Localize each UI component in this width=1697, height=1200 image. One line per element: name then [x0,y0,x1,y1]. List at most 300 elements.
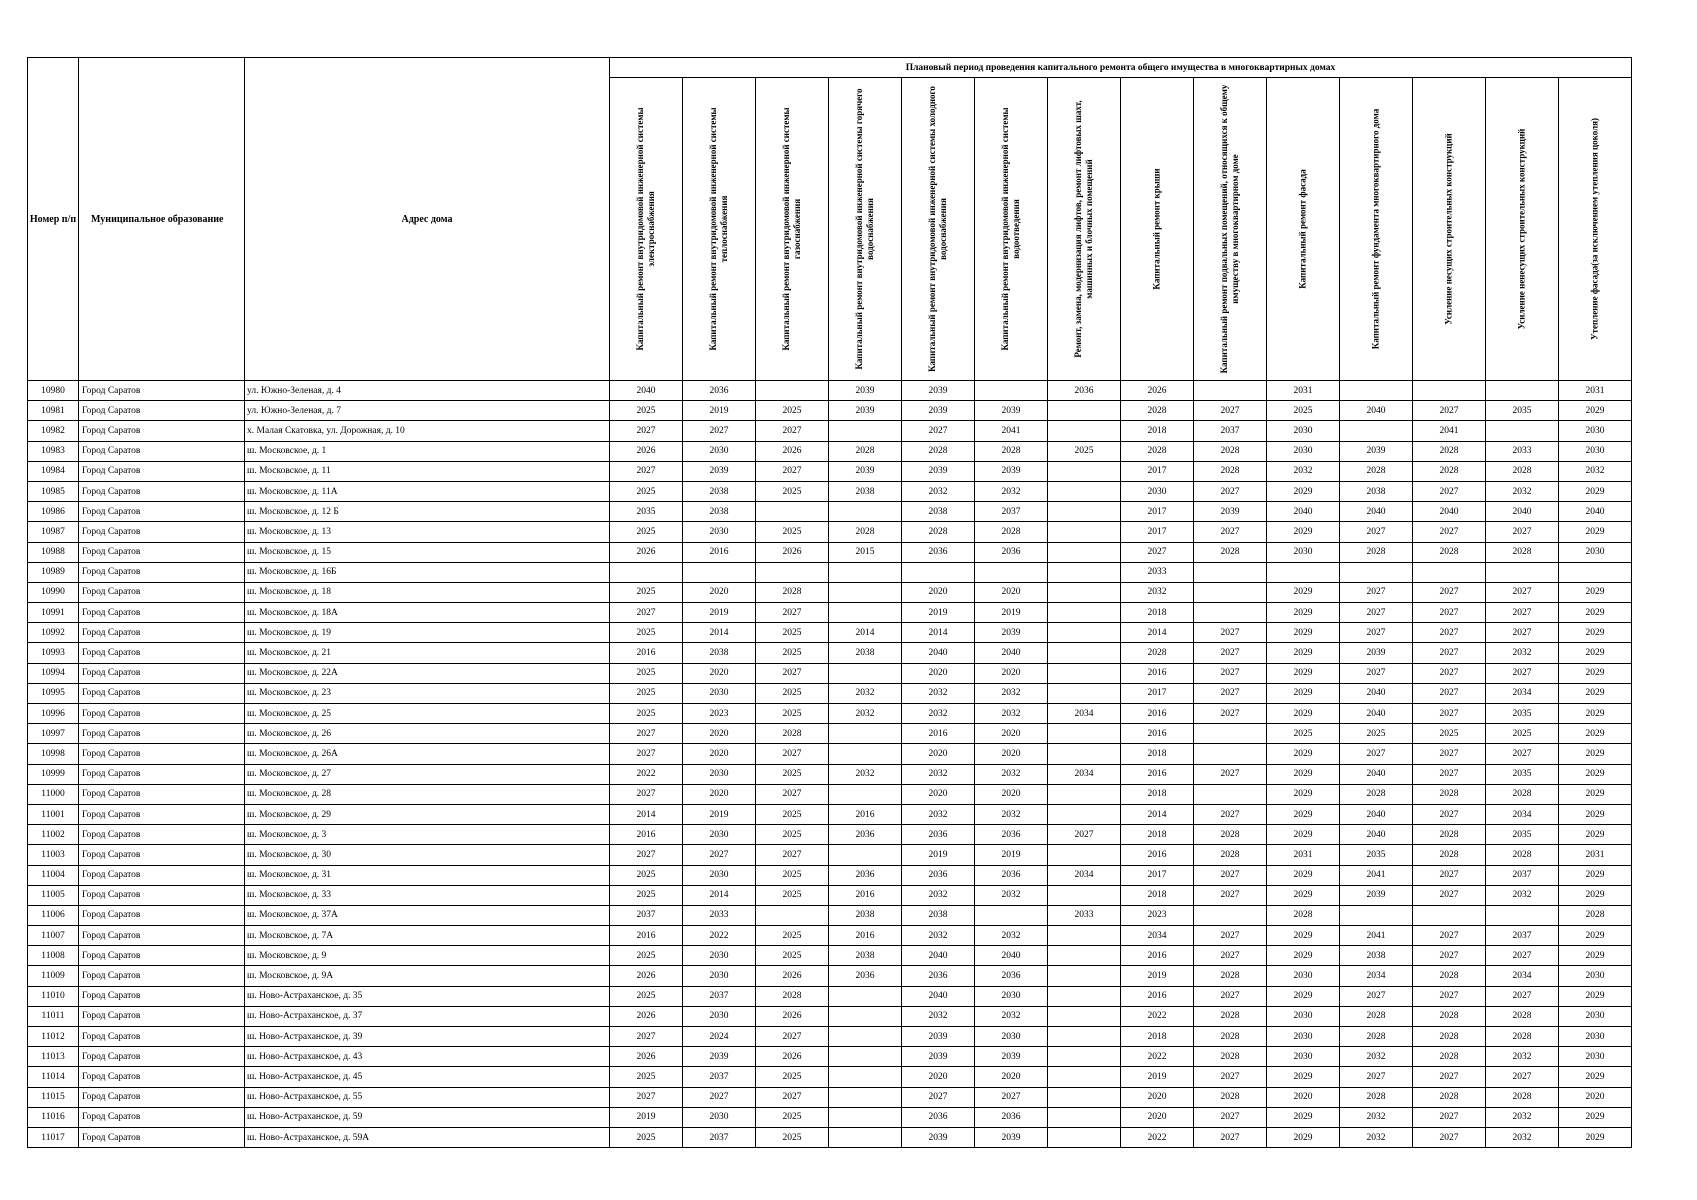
row-year-cell: 2030 [1559,1027,1632,1047]
row-year-cell: 2041 [975,421,1048,441]
row-year-cell: 2027 [1486,623,1559,643]
row-number: 10986 [28,502,79,522]
row-year-cell: 2019 [975,603,1048,623]
table-row [28,946,1632,966]
row-year-cell: 2040 [1340,704,1413,724]
row-year-cell: 2019 [683,804,756,824]
row-year-cell: 2037 [1486,865,1559,885]
row-year-cell: 2025 [756,1067,829,1087]
row-year-cell: 2040 [1340,502,1413,522]
row-year-cell: 2019 [683,603,756,623]
row-year-cell: 2026 [610,1047,683,1067]
header-work-4 [829,78,902,381]
row-year-cell: 2038 [683,643,756,663]
row-year-cell: 2028 [1194,1027,1267,1047]
row-year-cell: 2034 [1048,704,1121,724]
row-year-cell: 2027 [756,1027,829,1047]
row-year-cell: 2017 [1121,683,1194,703]
row-year-cell: 2014 [1121,623,1194,643]
row-year-cell: 2018 [1121,744,1194,764]
row-year-cell: 2040 [610,381,683,401]
row-year-cell [1048,986,1121,1006]
row-address: ш. Ново-Астраханское, д. 39 [245,1027,610,1047]
row-address: ш. Московское, д. 30 [245,845,610,865]
row-year-cell: 2014 [683,623,756,643]
row-year-cell: 2035 [1340,845,1413,865]
header-work-label: Капитальный ремонт фундамента многоквартирного дома [1370,108,1381,350]
row-year-cell: 2018 [1121,885,1194,905]
row-year-cell: 2032 [902,764,975,784]
row-year-cell: 2034 [1048,764,1121,784]
row-year-cell [829,562,902,582]
row-year-cell: 2025 [756,481,829,501]
row-number: 11016 [28,1107,79,1127]
row-municipality: Город Саратов [79,704,245,724]
table-row [28,562,1632,582]
row-year-cell: 2027 [1194,865,1267,885]
row-year-cell: 2036 [902,966,975,986]
row-year-cell: 2020 [975,663,1048,683]
row-year-cell: 2027 [1194,1107,1267,1127]
row-year-cell: 2025 [756,764,829,784]
row-year-cell: 2030 [1267,1027,1340,1047]
row-number: 11017 [28,1127,79,1147]
row-year-cell [829,1067,902,1087]
row-municipality: Город Саратов [79,381,245,401]
row-year-cell: 2032 [902,804,975,824]
row-year-cell: 2025 [1486,724,1559,744]
row-year-cell: 2027 [1194,926,1267,946]
row-year-cell: 2038 [829,946,902,966]
row-year-cell: 2028 [756,986,829,1006]
row-year-cell: 2040 [975,946,1048,966]
row-year-cell: 2029 [1559,986,1632,1006]
row-year-cell: 2027 [1194,1127,1267,1147]
row-year-cell: 2034 [1486,683,1559,703]
row-year-cell: 2028 [1194,441,1267,461]
row-year-cell [829,1006,902,1026]
row-year-cell: 2030 [1559,542,1632,562]
row-year-cell: 2025 [1267,401,1340,421]
row-number: 10981 [28,401,79,421]
row-year-cell: 2036 [975,1107,1048,1127]
row-year-cell: 2039 [975,461,1048,481]
row-year-cell [1048,542,1121,562]
row-municipality: Город Саратов [79,582,245,602]
row-year-cell: 2040 [1559,502,1632,522]
row-year-cell: 2016 [1121,724,1194,744]
row-year-cell: 2026 [610,542,683,562]
row-number: 11015 [28,1087,79,1107]
row-year-cell: 2025 [610,522,683,542]
table-row [28,461,1632,481]
row-year-cell: 2028 [1194,1087,1267,1107]
row-municipality: Город Саратов [79,865,245,885]
row-year-cell [1048,1047,1121,1067]
row-year-cell: 2028 [1413,1027,1486,1047]
row-number: 11007 [28,926,79,946]
row-number: 11009 [28,966,79,986]
row-year-cell: 2030 [975,1027,1048,1047]
row-year-cell: 2038 [902,502,975,522]
row-year-cell: 2038 [683,481,756,501]
row-year-cell [1048,946,1121,966]
row-year-cell: 2027 [1486,663,1559,683]
header-work-2 [683,78,756,381]
table-row [28,522,1632,542]
row-year-cell: 2016 [1121,986,1194,1006]
row-year-cell: 2032 [1340,1107,1413,1127]
row-municipality: Город Саратов [79,966,245,986]
row-year-cell: 2020 [975,582,1048,602]
row-year-cell: 2037 [1194,421,1267,441]
table-row [28,1087,1632,1107]
row-year-cell: 2022 [1121,1047,1194,1067]
row-year-cell: 2020 [1121,1087,1194,1107]
row-number: 11001 [28,804,79,824]
row-year-cell: 2014 [829,623,902,643]
table-body [28,381,1632,1148]
header-number: Номер п/п [28,58,79,381]
table-row [28,926,1632,946]
row-year-cell: 2029 [1559,704,1632,724]
row-year-cell: 2026 [610,1006,683,1026]
row-year-cell: 2032 [902,1006,975,1026]
row-year-cell: 2027 [610,603,683,623]
header-work-label: Капитальный ремонт внутридомовой инженерной системы теплоснабжения [708,107,729,351]
table-row [28,663,1632,683]
row-year-cell: 2028 [1340,784,1413,804]
header-work-label: Капитальный ремонт фасада [1297,169,1308,289]
row-year-cell: 2036 [902,1107,975,1127]
row-year-cell: 2027 [1194,481,1267,501]
row-year-cell: 2027 [1340,986,1413,1006]
row-year-cell: 2039 [829,381,902,401]
table-row [28,845,1632,865]
row-number: 10987 [28,522,79,542]
row-year-cell: 2038 [829,643,902,663]
row-year-cell: 2029 [1267,885,1340,905]
row-year-cell [1413,905,1486,925]
row-year-cell: 2020 [902,1067,975,1087]
row-year-cell: 2020 [683,582,756,602]
row-year-cell: 2027 [1413,582,1486,602]
row-year-cell: 2027 [1340,663,1413,683]
row-year-cell: 2029 [1267,683,1340,703]
row-year-cell: 2036 [975,865,1048,885]
row-year-cell: 2025 [756,865,829,885]
row-year-cell [1048,1067,1121,1087]
table-row [28,421,1632,441]
row-year-cell [1194,724,1267,744]
row-year-cell: 2029 [1267,946,1340,966]
header-work-label: Капитальный ремонт внутридомовой инженерной системы холодного водоснабжения [927,86,948,372]
row-year-cell: 2028 [1194,845,1267,865]
row-number: 11013 [28,1047,79,1067]
row-year-cell: 2034 [1486,966,1559,986]
row-year-cell: 2020 [1267,1087,1340,1107]
row-year-cell: 2025 [756,1107,829,1127]
row-year-cell: 2028 [902,441,975,461]
row-address: ш. Ново-Астраханское, д. 35 [245,986,610,1006]
table-row [28,724,1632,744]
row-address: ш. Московское, д. 26А [245,744,610,764]
row-year-cell: 2036 [975,966,1048,986]
header-work-3 [756,78,829,381]
row-year-cell: 2034 [1048,865,1121,885]
row-number: 10982 [28,421,79,441]
row-year-cell: 2029 [1559,582,1632,602]
row-address: ш. Московское, д. 21 [245,643,610,663]
row-year-cell: 2027 [1194,663,1267,683]
row-year-cell: 2032 [975,481,1048,501]
row-year-cell: 2019 [902,603,975,623]
row-year-cell: 2036 [902,865,975,885]
row-year-cell: 2041 [1413,421,1486,441]
row-year-cell: 2032 [975,683,1048,703]
row-number: 11005 [28,885,79,905]
row-year-cell [1048,502,1121,522]
header-work-14 [1559,78,1632,381]
row-address: ул. Южно-Зеленая, д. 7 [245,401,610,421]
row-year-cell: 2020 [902,744,975,764]
row-number: 11004 [28,865,79,885]
row-year-cell: 2025 [756,643,829,663]
row-year-cell: 2025 [756,926,829,946]
row-year-cell: 2020 [975,784,1048,804]
row-year-cell: 2030 [1267,441,1340,461]
row-year-cell: 2027 [1340,582,1413,602]
row-year-cell: 2032 [975,804,1048,824]
table-row [28,744,1632,764]
row-year-cell: 2016 [829,926,902,946]
row-year-cell: 2030 [683,865,756,885]
row-year-cell: 2036 [975,542,1048,562]
row-year-cell: 2028 [1413,966,1486,986]
row-year-cell: 2027 [1413,804,1486,824]
row-year-cell: 2032 [1486,1127,1559,1147]
row-number: 11014 [28,1067,79,1087]
row-year-cell: 2028 [1340,1087,1413,1107]
row-year-cell: 2028 [756,582,829,602]
row-year-cell: 2025 [610,481,683,501]
row-year-cell: 2032 [902,885,975,905]
row-year-cell: 2038 [829,481,902,501]
row-number: 10980 [28,381,79,401]
row-year-cell: 2025 [610,582,683,602]
row-year-cell: 2034 [1121,926,1194,946]
row-year-cell: 2027 [756,603,829,623]
row-year-cell: 2029 [1559,744,1632,764]
row-year-cell: 2027 [1413,643,1486,663]
row-year-cell: 2016 [1121,946,1194,966]
row-year-cell: 2032 [975,885,1048,905]
row-year-cell: 2039 [1340,643,1413,663]
row-address: ш. Московское, д. 26 [245,724,610,744]
row-year-cell: 2040 [1340,825,1413,845]
row-year-cell: 2034 [1486,804,1559,824]
row-year-cell: 2027 [610,461,683,481]
row-year-cell: 2039 [1340,885,1413,905]
table-row [28,683,1632,703]
row-year-cell: 2028 [1486,1006,1559,1026]
row-year-cell [610,562,683,582]
row-year-cell [756,381,829,401]
row-municipality: Город Саратов [79,683,245,703]
row-year-cell: 2025 [756,522,829,542]
row-year-cell: 2028 [1413,1047,1486,1067]
row-year-cell [1048,623,1121,643]
row-year-cell: 2032 [975,764,1048,784]
row-year-cell [829,784,902,804]
row-year-cell: 2029 [1267,603,1340,623]
row-year-cell: 2027 [1413,522,1486,542]
row-year-cell: 2027 [1413,744,1486,764]
row-year-cell: 2032 [902,683,975,703]
header-work-label: Усиление ненесущих строительных конструкций [1516,128,1527,330]
row-address: ш. Московское, д. 3 [245,825,610,845]
row-year-cell: 2027 [756,784,829,804]
row-year-cell: 2028 [1340,461,1413,481]
row-year-cell: 2029 [1267,1127,1340,1147]
row-number: 11002 [28,825,79,845]
row-number: 10988 [28,542,79,562]
row-year-cell: 2020 [975,744,1048,764]
row-year-cell [1340,421,1413,441]
row-year-cell: 2029 [1559,764,1632,784]
header-work-label: Усиление несущих строительных конструкций [1443,133,1454,325]
row-year-cell: 2019 [1121,1067,1194,1087]
row-municipality: Город Саратов [79,522,245,542]
table-row [28,966,1632,986]
row-year-cell [829,724,902,744]
row-year-cell [829,744,902,764]
row-municipality: Город Саратов [79,663,245,683]
row-year-cell: 2029 [1267,481,1340,501]
row-year-cell: 2028 [829,522,902,542]
header-work-5 [902,78,975,381]
row-address: ш. Московское, д. 13 [245,522,610,542]
row-year-cell: 2027 [1413,1107,1486,1127]
row-year-cell [1048,1107,1121,1127]
row-year-cell: 2025 [610,683,683,703]
row-year-cell: 2027 [756,663,829,683]
row-address: ш. Московское, д. 15 [245,542,610,562]
row-year-cell: 2032 [829,764,902,784]
row-year-cell: 2030 [1267,966,1340,986]
row-year-cell: 2027 [610,784,683,804]
row-address: ш. Московское, д. 11А [245,481,610,501]
row-year-cell: 2018 [1121,825,1194,845]
row-year-cell: 2036 [902,542,975,562]
row-year-cell [829,1047,902,1067]
row-year-cell: 2032 [1486,1107,1559,1127]
row-year-cell: 2029 [1559,481,1632,501]
row-year-cell: 2032 [1486,643,1559,663]
row-year-cell: 2029 [1267,825,1340,845]
row-year-cell [1048,845,1121,865]
row-year-cell: 2030 [1267,421,1340,441]
row-year-cell: 2039 [975,623,1048,643]
table-row [28,784,1632,804]
row-year-cell [1486,562,1559,582]
row-year-cell: 2020 [1559,1087,1632,1107]
row-year-cell [1486,421,1559,441]
row-municipality: Город Саратов [79,825,245,845]
row-year-cell [1486,381,1559,401]
table-row [28,623,1632,643]
row-year-cell: 2039 [975,1127,1048,1147]
row-year-cell [1048,522,1121,542]
row-year-cell: 2027 [1194,764,1267,784]
row-year-cell: 2022 [1121,1127,1194,1147]
row-year-cell: 2027 [1194,885,1267,905]
row-year-cell: 2025 [756,946,829,966]
row-municipality: Город Саратов [79,784,245,804]
row-year-cell: 2016 [829,885,902,905]
row-year-cell: 2028 [1486,1027,1559,1047]
row-year-cell: 2033 [1048,905,1121,925]
row-year-cell: 2040 [902,986,975,1006]
row-year-cell: 2032 [1486,481,1559,501]
row-address: ш. Московское, д. 1 [245,441,610,461]
row-year-cell [756,562,829,582]
row-year-cell: 2028 [1194,542,1267,562]
row-year-cell: 2027 [902,421,975,441]
row-municipality: Город Саратов [79,401,245,421]
row-address: ш. Московское, д. 27 [245,764,610,784]
row-year-cell: 2025 [610,865,683,885]
row-year-cell: 2030 [683,946,756,966]
row-year-cell: 2027 [902,1087,975,1107]
repair-schedule-table [27,57,1632,1148]
row-municipality: Город Саратов [79,481,245,501]
row-year-cell: 2040 [1413,502,1486,522]
row-year-cell: 2039 [902,381,975,401]
row-year-cell: 2029 [1559,724,1632,744]
row-year-cell: 2029 [1559,926,1632,946]
row-year-cell [1048,885,1121,905]
row-municipality: Город Саратов [79,885,245,905]
row-year-cell [1048,1027,1121,1047]
row-year-cell: 2032 [902,704,975,724]
row-year-cell: 2025 [610,1127,683,1147]
row-address: ш. Московское, д. 18 [245,582,610,602]
row-year-cell: 2029 [1559,825,1632,845]
row-year-cell: 2027 [1413,764,1486,784]
row-year-cell: 2014 [902,623,975,643]
row-year-cell: 2020 [902,784,975,804]
row-year-cell: 2028 [829,441,902,461]
row-year-cell: 2026 [1121,381,1194,401]
row-year-cell [1486,905,1559,925]
row-year-cell: 2019 [902,845,975,865]
row-year-cell: 2030 [975,986,1048,1006]
row-year-cell: 2025 [610,704,683,724]
row-year-cell: 2029 [1559,804,1632,824]
row-year-cell: 2032 [829,704,902,724]
row-municipality: Город Саратов [79,643,245,663]
row-year-cell: 2022 [1121,1006,1194,1026]
row-year-cell: 2018 [1121,603,1194,623]
row-year-cell: 2028 [1413,441,1486,461]
row-year-cell: 2037 [683,1067,756,1087]
row-year-cell: 2028 [1413,1006,1486,1026]
row-address: ш. Московское, д. 12 Б [245,502,610,522]
header-work-label: Капитальный ремонт внутридомовой инженерной системы газоснабжения [781,107,802,351]
row-year-cell: 2040 [1486,502,1559,522]
table-row [28,502,1632,522]
